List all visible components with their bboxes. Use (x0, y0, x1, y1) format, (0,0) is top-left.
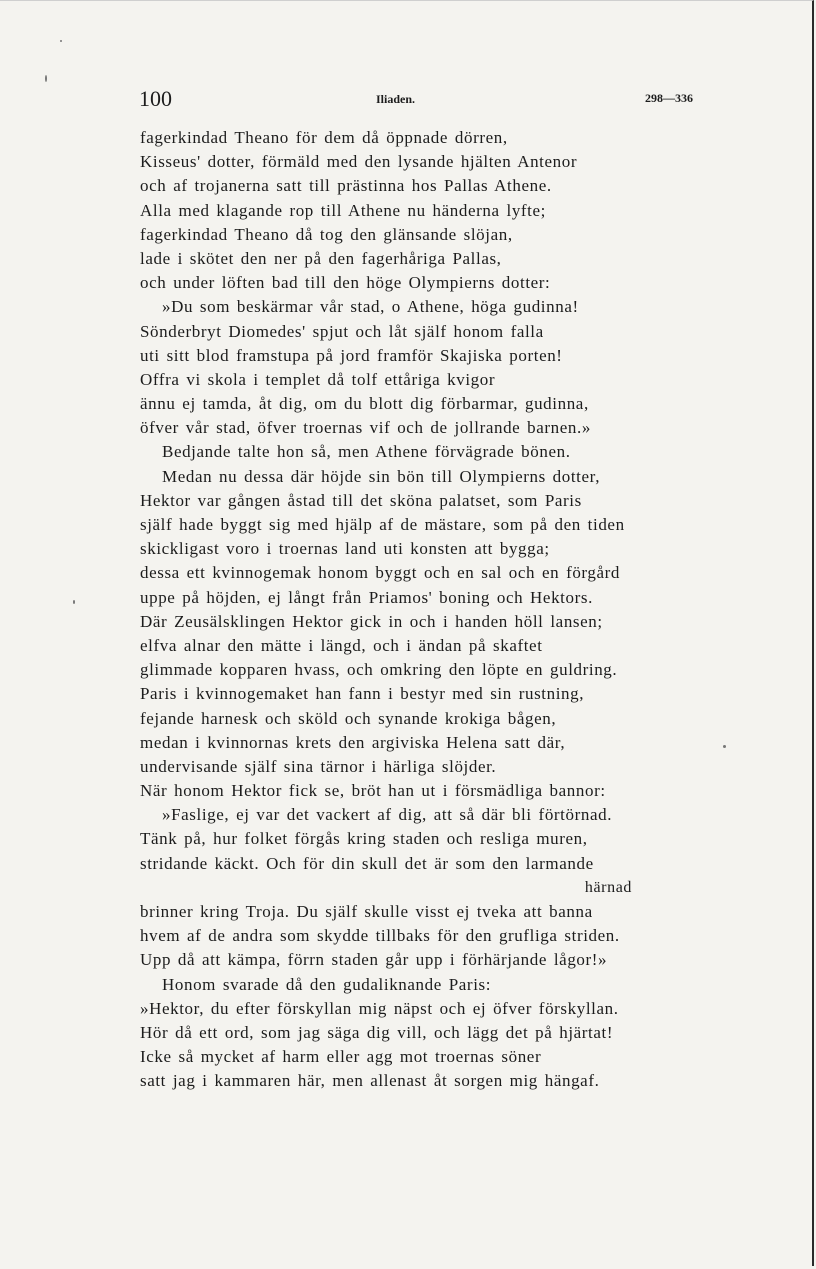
verse-line: lade i skötet den ner på den fagerhåriga Pallas, (140, 248, 502, 268)
verse-line: Där Zeusälsklingen Hektor gick in och i handen höll lansen; (140, 611, 603, 631)
verse-line: dessa ett kvinnogemak honom byggt och en sal och en förgård (140, 563, 620, 583)
verse-line: skickligast voro i troernas land uti konsten att bygga; (140, 539, 550, 559)
verse-line: glimmade kopparen hvass, och omkring den löpte en guldring. (140, 660, 618, 680)
scan-speck (73, 600, 75, 604)
verse-line: Paris i kvinnogemaket han fann i bestyr med sin rustning, (140, 684, 585, 704)
verse-line: fagerkindad Theano för dem då öppnade dörren, (140, 128, 508, 147)
scan-speck (723, 745, 726, 748)
running-title: Iliaden. (376, 92, 416, 106)
verse-line: satt jag i kammaren här, men allenast åt sorgen mig hängaf. (140, 1071, 600, 1091)
verse-line: Hektor var gången åstad till det sköna palatset, som Paris (140, 490, 582, 510)
verse-line: Tänk på, hur folket förgås kring staden och resliga muren, (140, 829, 588, 849)
verse-line: Honom svarade då den gudaliknande Paris: (162, 974, 492, 994)
verse-line: öfver vår stad, öfver troernas vif och de jollrande barnen.» (140, 418, 591, 438)
verse-line: och under löften bad till den höge Olympierns dotter: (140, 273, 551, 293)
verse-line: uti sitt blod framstupa på jord framför Skajiska porten! (140, 345, 563, 365)
verse-line: Kisseus' dotter, förmäld med den lysande hjälten Antenor (140, 152, 578, 172)
verse-line: »Faslige, ej var det vackert af dig, att så där bli förtörnad. (162, 805, 613, 825)
verse-line: Hör då ett ord, som jag säga dig vill, och lägg det på hjärtat! (140, 1022, 614, 1042)
verse-line: fagerkindad Theano då tog den glänsande slöjan, (140, 224, 513, 244)
verse-line: härnad (584, 878, 632, 896)
verse-line: Bedjande talte hon så, men Athene förvägrade bönen. (162, 442, 571, 462)
scan-speck (45, 75, 47, 82)
verse-line: Sönderbryt Diomedes' spjut och låt själf honom falla (140, 321, 544, 341)
verse-line: »Du som beskärmar vår stad, o Athene, höga gudinna! (162, 297, 579, 317)
verse-line: och af trojanerna satt till prästinna hos Pallas Athene. (140, 176, 552, 196)
verse-line: stridande käckt. Och för din skull det är som den larmande (140, 853, 594, 873)
verse-line: Offra vi skola i templet då tolf ettåriga kvigor (140, 369, 496, 389)
verse-line: själf hade byggt sig med hjälp af de mästare, som på den tiden (140, 515, 625, 534)
verse-line: »Hektor, du efter förskyllan mig näpst och ej öfver förskyllan. (140, 998, 619, 1018)
verse-line: undervisande själf sina tärnor i härliga slöjder. (140, 756, 497, 776)
verse-line: medan i kvinnornas krets den argiviska Helena satt där, (140, 732, 566, 752)
verse-line: brinner kring Troja. Du själf skulle visst ej tveka att banna (140, 902, 593, 921)
verse-line: Alla med klagande rop till Athene nu händerna lyfte; (140, 200, 546, 220)
page-number: 100 (139, 86, 172, 111)
verse-line: uppe på höjden, ej långt från Priamos' boning och Hektors. (140, 587, 593, 607)
verse-line: fejande harnesk och sköld och synande krokiga bågen, (140, 708, 557, 728)
verse-line: Upp då att kämpa, förrn staden går upp i förhärjande lågor!» (140, 950, 608, 970)
verse-line: När honom Hektor fick se, bröt han ut i försmädliga bannor: (140, 781, 606, 801)
page-header (0, 86, 816, 116)
verse-line: ännu ej tamda, åt dig, om du blott dig förbarmar, gudinna, (140, 394, 589, 414)
verse-line: Medan nu dessa där höjde sin bön till Olympierns dotter, (162, 466, 601, 486)
verse-line: Icke så mycket af harm eller agg mot troernas söner (140, 1047, 542, 1067)
verse-line: elfva alnar den mätte i längd, och i ändan på skaftet (140, 635, 543, 655)
line-range: 298—336 (645, 91, 693, 105)
verse-line: hvem af de andra som skydde tillbaks för den grufliga striden. (140, 926, 620, 946)
scan-speck (60, 40, 62, 42)
verse-text-block (140, 126, 740, 1094)
